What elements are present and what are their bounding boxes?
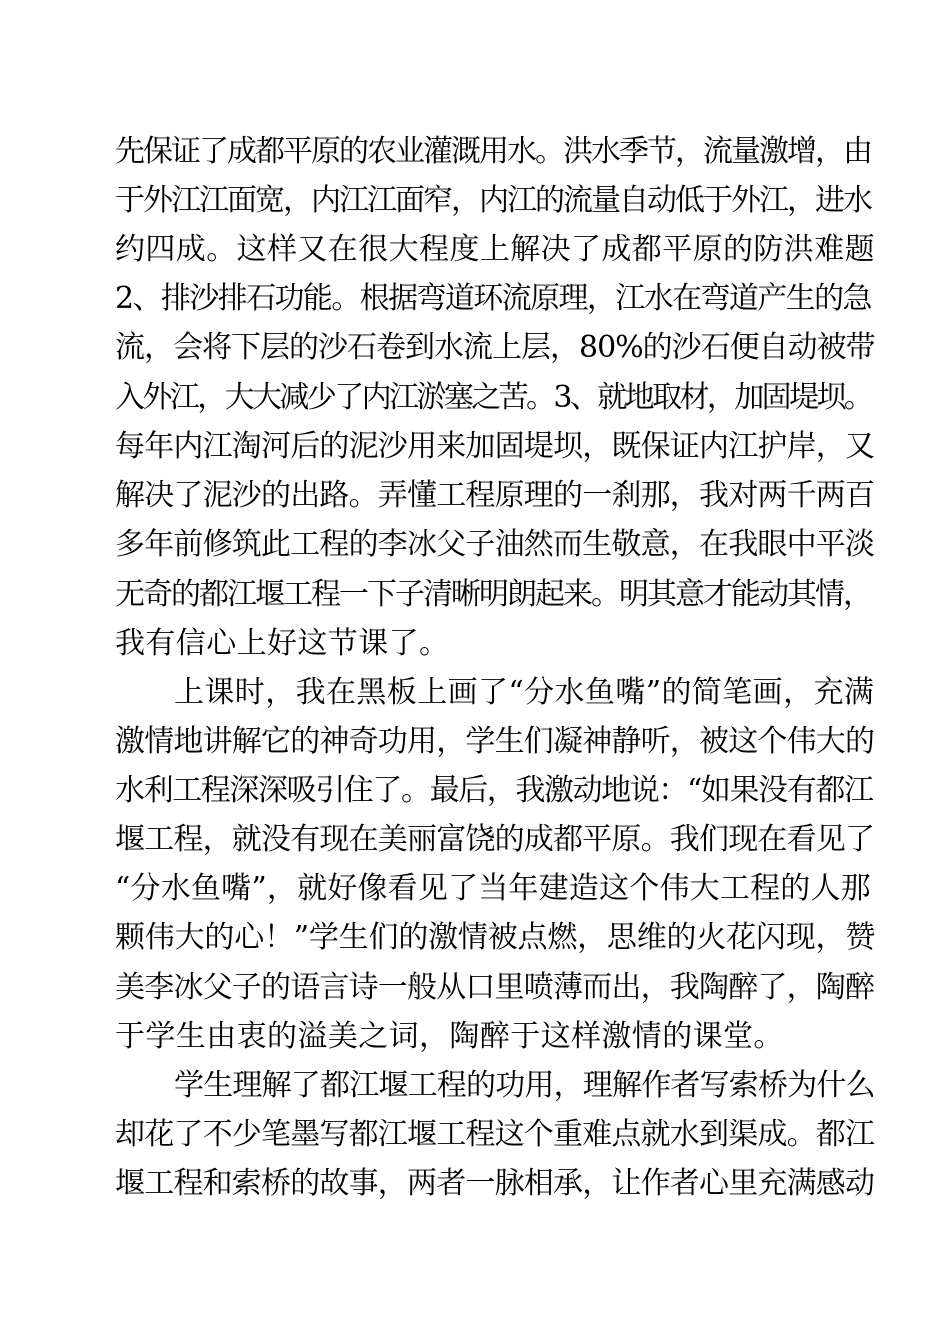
text-line: 约四成。这样又在很大程度上解决了成都平原的防洪难题 — [115, 232, 875, 267]
text-line: 流，会将下层的沙石卷到水流上层，80%的沙石便自动被带 — [115, 330, 875, 365]
text-line: 入外江，大大减少了内江淤塞之苦。3、就地取材，加固堤坝。 — [115, 380, 872, 415]
text-line: 却花了不少笔墨写都江堰工程这个重难点就水到渠成。都江 — [115, 1117, 875, 1152]
text-line: 多年前修筑此工程的李冰父子油然而生敬意，在我眼中平淡 — [115, 527, 875, 562]
text-line: 堰工程，就没有现在美丽富饶的成都平原。我们现在看见了 — [115, 822, 875, 857]
text-line: 2、排沙排石功能。根据弯道环流原理，江水在弯道产生的急 — [115, 281, 871, 316]
text-line: 先保证了成都平原的农业灌溉用水。洪水季节，流量激增，由 — [115, 134, 871, 169]
text-line: 激情地讲解它的神奇功用，学生们凝神静听，被这个伟大的 — [115, 724, 875, 759]
text-line: 于外江江面宽，内江江面窄，内江的流量自动低于外江，进水 — [115, 183, 871, 218]
paragraph-first-line: 学生理解了都江堰工程的功用，理解作者写索桥为什么 — [174, 1068, 875, 1103]
text-line: 我有信心上好这节课了。 — [115, 626, 450, 661]
text-line: 水利工程深深吸引住了。最后，我激动地说：“如果没有都江 — [115, 773, 873, 808]
text-line: “分水鱼嘴”，就好像看见了当年建造这个伟大工程的人那 — [115, 871, 871, 906]
text-line: 解决了泥沙的出路。弄懂工程原理的一刹那，我对两千两百 — [115, 478, 875, 513]
paragraph-first-line: 上课时，我在黑板上画了“分水鱼嘴”的简笔画，充满 — [174, 675, 875, 710]
text-line: 颗伟大的心！”学生们的激情被点燃，思维的火花闪现，赞 — [115, 920, 876, 955]
text-line: 每年内江淘河后的泥沙用来加固堤坝，既保证内江护岸，又 — [115, 429, 875, 464]
text-line: 无奇的都江堰工程一下子清晰明朗起来。明其意才能动其情， — [115, 577, 871, 612]
text-line: 堰工程和索桥的故事，两者一脉相承，让作者心里充满感动 — [115, 1166, 875, 1201]
text-line: 于学生由衷的溢美之词，陶醉于这样激情的课堂。 — [115, 1019, 784, 1054]
text-line: 美李冰父子的语言诗一般从口里喷薄而出，我陶醉了，陶醉 — [115, 970, 875, 1005]
